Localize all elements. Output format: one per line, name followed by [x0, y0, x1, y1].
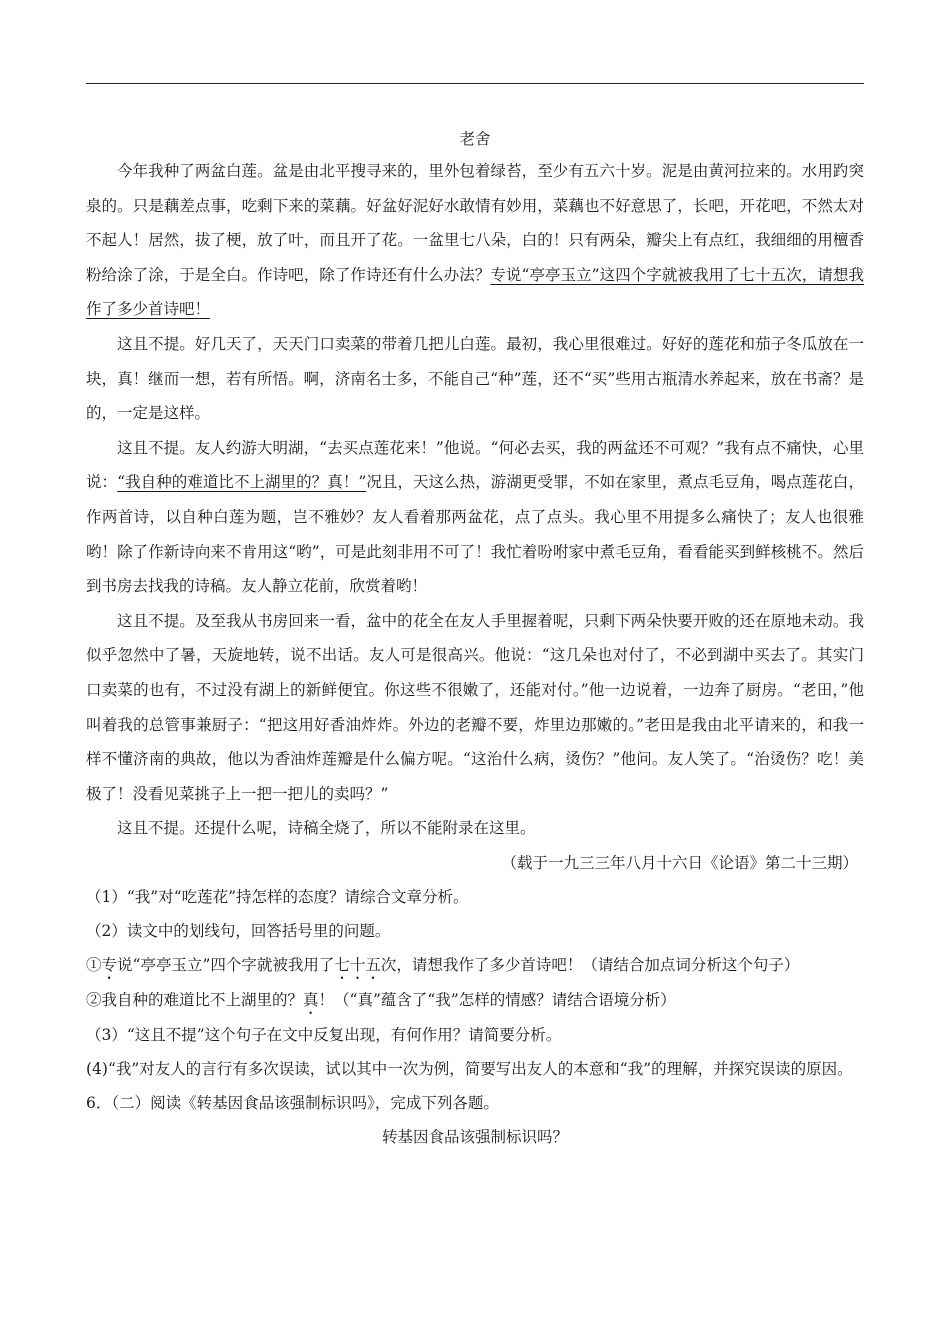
underlined-sentence-2: “我自种的难道比不上湖里的？真！”: [117, 473, 367, 492]
underlined-sentence-1: 专说“亭亭玉立”这四个字就被我用了七十五次，请想我作了多少首诗吧！: [86, 265, 864, 319]
question-2: （2）读文中的划线句，回答括号里的问题。: [86, 921, 391, 940]
essay-title: 老舍: [459, 130, 491, 148]
emphasis-dot-word: 真: [303, 990, 319, 1009]
paragraph-text: 这且不提。好几天了，天天门口卖菜的带着几把儿白莲。最初，我心里很难过。好好的莲花和茄子冬瓜放在一块，真！继而一想，若有所悟。啊，济南名士多，不能自己“种”莲，还不“买”些用古瓶清水养起来，放在书斋？是的，一定是这样。: [86, 334, 864, 423]
essay-paragraph-2: [86, 327, 864, 431]
question-4: (4)“我”对友人的言行有多次误读，试以其中一次为例，简要写出友人的本意和“我”的理解，并探究误读的原因。: [86, 1059, 853, 1078]
q2a-text: 说“亭亭玉立”四个字就被我用了: [117, 955, 335, 974]
question-2b: [86, 983, 864, 1018]
emphasis-dot-word: 七十五: [334, 955, 381, 974]
paragraph-text: 这且不提。及至我从书房回来一看，盆中的花全在友人手里握着呢，只剩下两朵快要开败的还在原地未动。我似乎忽然中了暑，天旋地转，说不出话。友人可是很高兴。他说：“这几朵也对付了，不必到湖中买去了。其实门口卖菜的也有，不过没有湖上的新鲜便宜。你这些不很嫩了，还能对付。”他一边说着，一边奔了厨房。“老田，”他叫着我的总管事兼厨子：“把这用好香油炸炸。外边的老瓣不要，炸里边那嫩的。”老田是我由北平请来的，和我一样不懂济南的典故，他以为香油炸莲瓣是什么偏方呢。“这治什么病，烫伤？”他问。友人笑了。“治烫伤？吃！美极了！没看见菜挑子上一把一把儿的卖吗？”: [86, 611, 864, 803]
question-6: 6．（二）阅读《转基因食品该强制标识吗》，完成下列各题。: [86, 1093, 499, 1112]
question-2a: [86, 948, 864, 983]
paragraph-text: 今年我种了两盆白莲。盆是由北平搜寻来的，里外包着绿苔，至少有五六十岁。泥是由黄河拉来的。水用趵突泉的。只是藕差点事，吃剩下来的菜藕。好盆好泥好水敢情有妙用，菜藕也不好意思了，长吧，开花吧，不然太对不起人！居然，拔了梗，放了叶，而且开了花。一盆里七八朵，白的！只有两朵，瓣尖上有点红，我细细的用檀香粉给涂了涂，于是全白。作诗吧，除了作诗还有什么办法？: [86, 162, 864, 284]
paragraph-text: 这且不提。还提什么呢，诗稿全烧了，所以不能附录在这里。: [117, 819, 536, 838]
essay-paragraph-4: [86, 604, 864, 812]
document-page: [86, 124, 864, 1154]
q2b-text: ②我自种的难道比不上湖里的？: [86, 990, 304, 1009]
essay-paragraph-5: [86, 811, 864, 846]
question-3: （3）“这且不提”这个句子在文中反复出现，有何作用？请简要分析。: [86, 1025, 562, 1044]
q2b-text: ！（“真”蕴含了“我”怎样的情感？请结合语境分析）: [318, 990, 676, 1009]
paragraph-text: 这且不提。友人约游大明湖，“去买点莲花来！”他说。“何必去买，我的两盆还不可观？”我有点不痛快，心里说：: [86, 438, 864, 492]
essay-paragraph-1: [86, 154, 864, 327]
essay-source: （载于一九三三年八月十六日《论语》第二十三期）: [501, 853, 858, 872]
paragraph-text: 况且，天这么热，游湖更受罪，不如在家里，煮点毛豆角，喝点莲花白，作两首诗，以自种白莲为题，岂不雅妙？友人看着那两盆花，点了点头。我心里不用提多么痛快了；友人也很雅哟！除了作新诗向来不肯用这“哟”，可是此刻非用不可了！我忙着吩咐家中煮毛豆角，看看能买到鲜核桃不。然后到书房去找我的诗稿。友人静立花前，欣赏着哟！: [86, 473, 864, 596]
q2a-prefix: ①: [86, 955, 102, 974]
question-1: （1）“我”对“吃莲花”持怎样的态度？请综合文章分析。: [86, 887, 469, 906]
essay-paragraph-3: [86, 431, 864, 604]
next-article-title: 转基因食品该强制标识吗？: [381, 1127, 568, 1146]
q2a-text: 次，请想我作了多少首诗吧！（请结合加点词分析这个句子）: [380, 955, 800, 974]
emphasis-dot-word: 专: [101, 955, 118, 974]
header-rule: [86, 83, 864, 84]
